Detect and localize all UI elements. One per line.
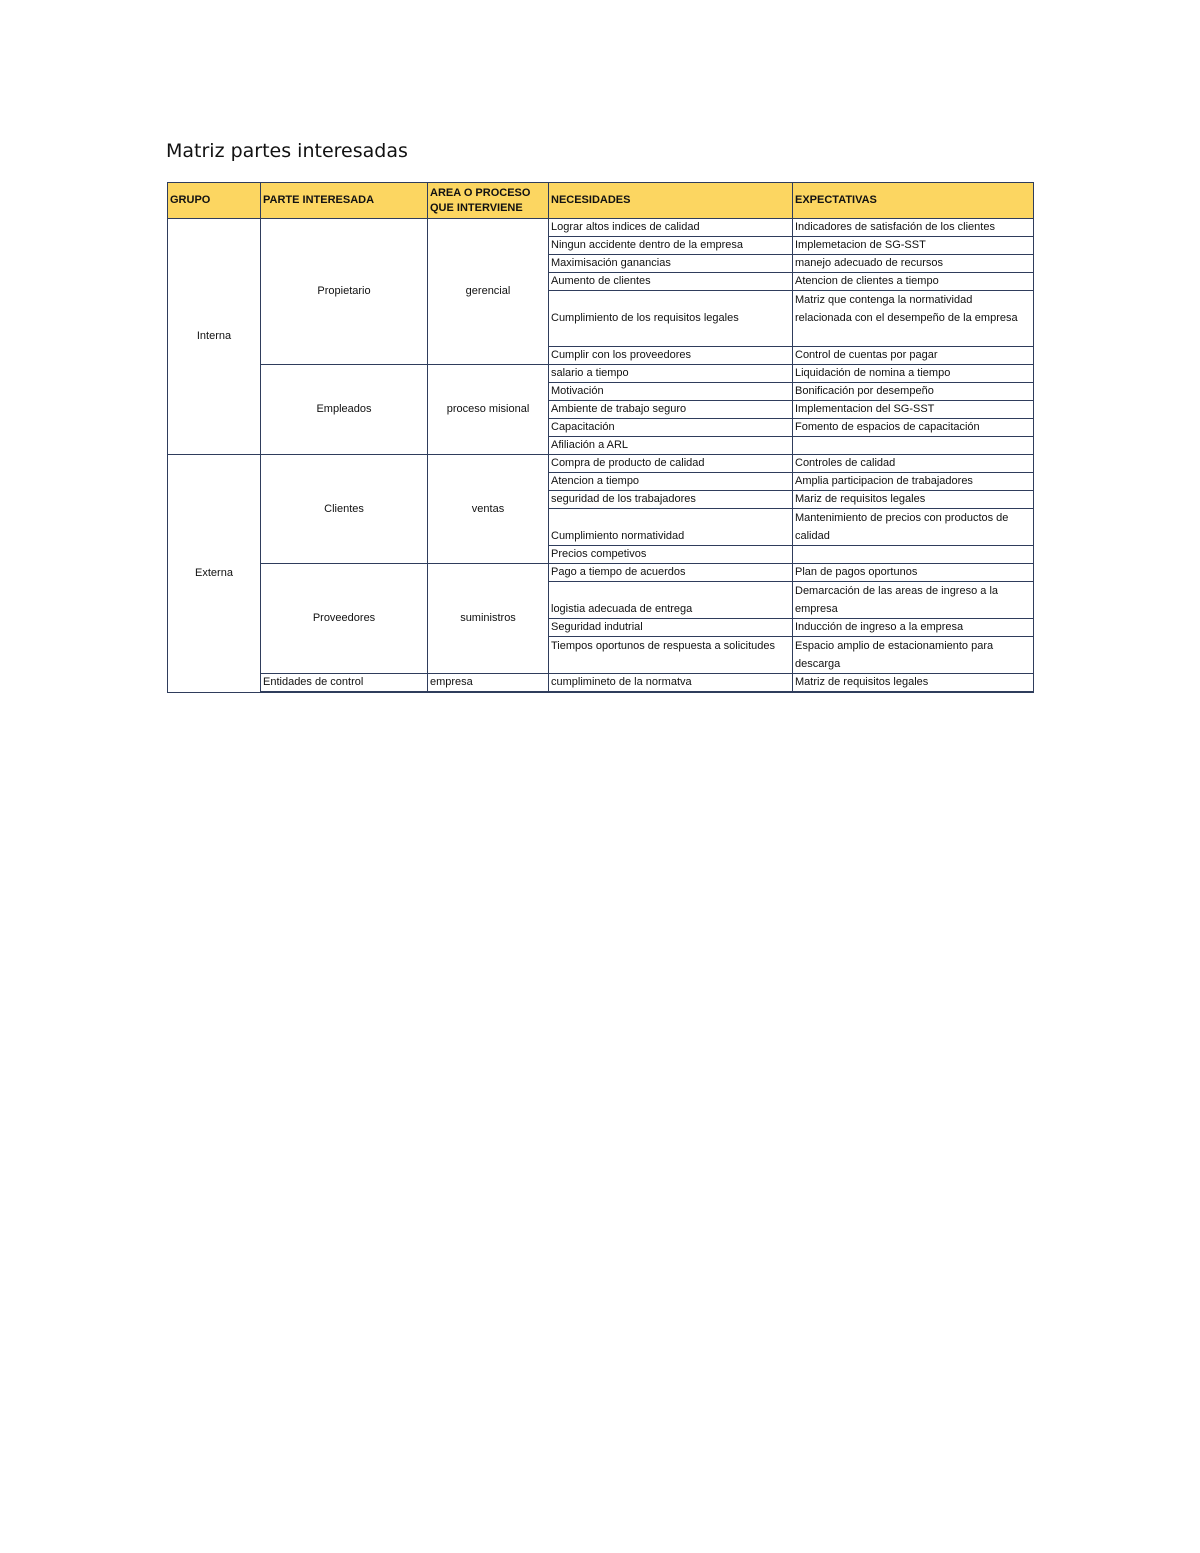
necesidad-cell: Motivación: [549, 383, 793, 401]
header-expectativas: EXPECTATIVAS: [793, 183, 1034, 219]
party-empleados: Empleados: [261, 365, 428, 455]
necesidad-cell: Atencion a tiempo: [549, 473, 793, 491]
necesidad-cell: Cumplimiento de los requisitos legales: [549, 291, 793, 347]
necesidad-cell: salario a tiempo: [549, 365, 793, 383]
necesidad-cell: Maximisación ganancias: [549, 255, 793, 273]
necesidad-cell: Cumplimiento normatividad: [549, 509, 793, 546]
expectativa-cell: Controles de calidad: [793, 455, 1034, 473]
header-row: [168, 183, 1034, 219]
expectativa-cell: Bonificación por desempeño: [793, 383, 1034, 401]
expectativa-cell: Mantenimiento de precios con productos de calidad: [793, 509, 1034, 546]
table-row: [168, 564, 1034, 582]
expectativa-cell: Indicadores de satisfación de los clientes: [793, 219, 1034, 237]
page-title: Matriz partes interesadas: [166, 140, 408, 162]
necesidad-cell: Afiliación a ARL: [549, 437, 793, 455]
expectativa-cell: Espacio amplio de estacionamiento para descarga: [793, 637, 1034, 674]
expectativa-cell: Plan de pagos oportunos: [793, 564, 1034, 582]
table-row: [168, 365, 1034, 383]
expectativa-cell: Amplia participacion de trabajadores: [793, 473, 1034, 491]
expectativa-cell: manejo adecuado de recursos: [793, 255, 1034, 273]
necesidad-cell: seguridad de los trabajadores: [549, 491, 793, 509]
necesidad-cell: Tiempos oportunos de respuesta a solicitudes: [549, 637, 793, 674]
expectativa-cell: Liquidación de nomina a tiempo: [793, 365, 1034, 383]
stakeholder-matrix-table: [167, 182, 1034, 693]
necesidad-cell: Cumplir con los proveedores: [549, 347, 793, 365]
group-externa: Externa: [168, 455, 261, 693]
necesidad-cell: Lograr altos indices de calidad: [549, 219, 793, 237]
expectativa-cell: Matriz que contenga la normatividad relacionada con el desempeño de la empresa: [793, 291, 1034, 347]
necesidad-cell: logistia adecuada de entrega: [549, 582, 793, 619]
party-propietario: Propietario: [261, 219, 428, 365]
area-clientes: ventas: [428, 455, 549, 564]
necesidad-cell: cumplimineto de la normatva: [549, 674, 793, 693]
party-proveedores: Proveedores: [261, 564, 428, 674]
expectativa-cell: Matriz de requisitos legales: [793, 674, 1034, 693]
expectativa-cell: Control de cuentas por pagar: [793, 347, 1034, 365]
area-entidades: empresa: [428, 674, 549, 693]
necesidad-cell: Pago a tiempo de acuerdos: [549, 564, 793, 582]
area-empleados: proceso misional: [428, 365, 549, 455]
area-proveedores: suministros: [428, 564, 549, 674]
expectativa-cell: Demarcación de las areas de ingreso a la empresa: [793, 582, 1034, 619]
expectativa-cell: [793, 437, 1034, 455]
header-area: AREA O PROCESO QUE INTERVIENE: [428, 183, 549, 219]
area-propietario: gerencial: [428, 219, 549, 365]
party-clientes: Clientes: [261, 455, 428, 564]
necesidad-cell: Seguridad indutrial: [549, 619, 793, 637]
necesidad-cell: Capacitación: [549, 419, 793, 437]
necesidad-cell: Precios competivos: [549, 546, 793, 564]
necesidad-cell: Ambiente de trabajo seguro: [549, 401, 793, 419]
party-entidades: Entidades de control: [261, 674, 428, 693]
expectativa-cell: Implemetacion de SG-SST: [793, 237, 1034, 255]
header-necesidades: NECESIDADES: [549, 183, 793, 219]
expectativa-cell: Inducción de ingreso a la empresa: [793, 619, 1034, 637]
table-row: [168, 219, 1034, 237]
table-row: [168, 674, 1034, 693]
header-parte-interesada: PARTE INTERESADA: [261, 183, 428, 219]
expectativa-cell: Implementacion del SG-SST: [793, 401, 1034, 419]
expectativa-cell: Atencion de clientes a tiempo: [793, 273, 1034, 291]
expectativa-cell: Fomento de espacios de capacitación: [793, 419, 1034, 437]
table-row: [168, 455, 1034, 473]
necesidad-cell: Aumento de clientes: [549, 273, 793, 291]
expectativa-cell: [793, 546, 1034, 564]
header-grupo: GRUPO: [168, 183, 261, 219]
necesidad-cell: Compra de producto de calidad: [549, 455, 793, 473]
necesidad-cell: Ningun accidente dentro de la empresa: [549, 237, 793, 255]
group-interna: Interna: [168, 219, 261, 455]
expectativa-cell: Mariz de requisitos legales: [793, 491, 1034, 509]
